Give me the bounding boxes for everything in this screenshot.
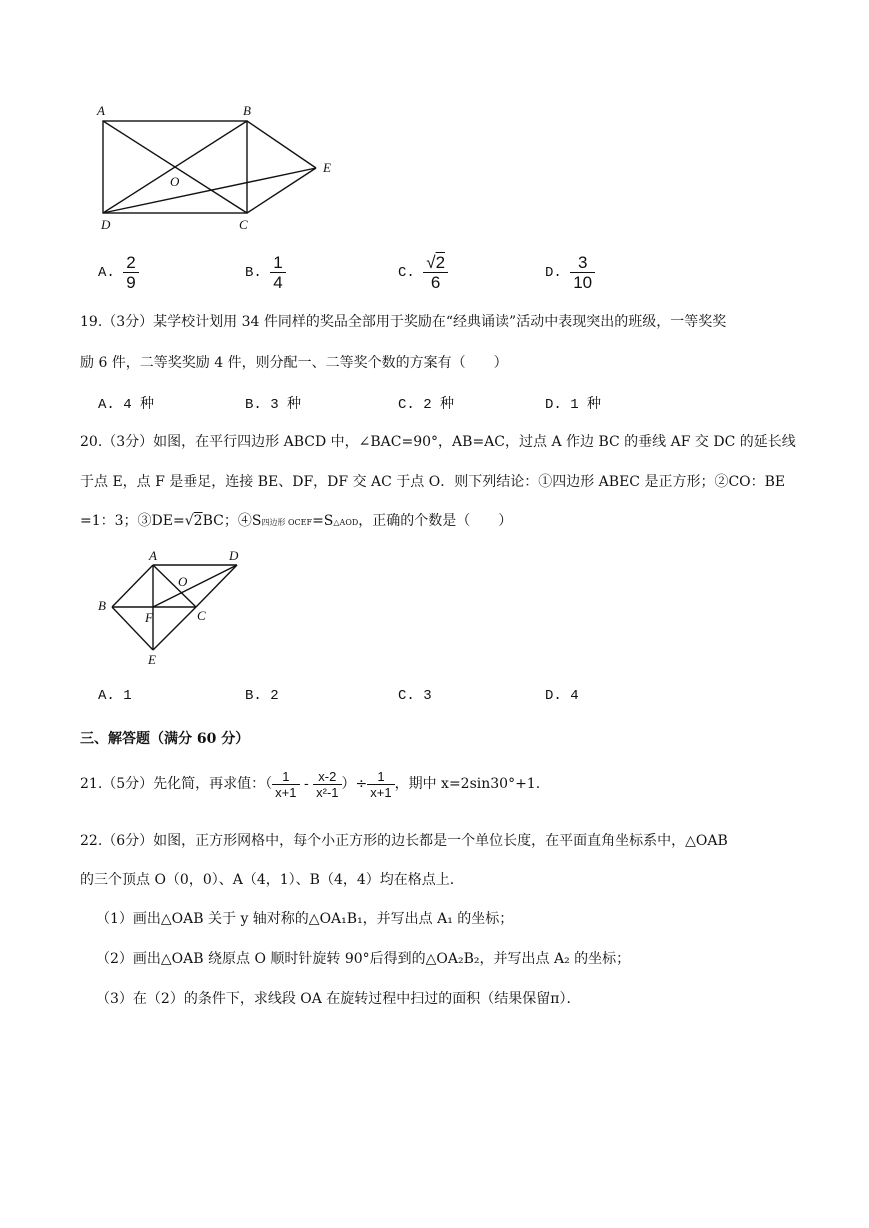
q20-option-a[interactable]: A. 1 [98, 688, 132, 704]
label-e: E [323, 160, 331, 175]
q19-option-d[interactable]: D. 1 种 [545, 397, 602, 413]
label-b: B [98, 598, 106, 613]
option-a[interactable]: A. $\frac{2}{9}$ [98, 253, 139, 292]
q20-option-c[interactable]: C. 3 [398, 688, 432, 704]
q22-line3: （1）画出△OAB 关于 y 轴对称的△OA₁B₁，并写出点 A₁ 的坐标； [96, 911, 514, 927]
q19-option-a[interactable]: A. 4 种 [98, 397, 155, 413]
fraction: $\frac{√2}{6}$ [423, 253, 448, 292]
q20-line2: 于点 E，点 F 是垂足，连接 BE、DF，DF 交 AC 于点 O．则下列结论：①四边形 ABEC 是正方形；②CO：BE [80, 474, 786, 490]
section-heading: 三、解答题（满分 60 分） [80, 731, 250, 747]
fraction: $\frac{1}{4}$ [270, 253, 285, 292]
option-c[interactable]: C. $\frac{√2}{6}$ [398, 253, 448, 292]
q21-line: 21.（5分）先化简，再求值：（ $\frac{1}{x+1}$ - $\frac{x-2}{\text{x²-1}}$ ）÷ $\frac{1}{x+1}$ ，期中 x=2sin30°+1. [80, 768, 541, 800]
q22-line2: 的三个顶点 O（0，0）、A（4，1）、B（4，4）均在格点上． [80, 872, 464, 888]
fraction: $\frac{x-2}{\text{x²-1}}$ [313, 769, 341, 800]
sqrt-icon: √ [184, 513, 194, 529]
q19-option-b[interactable]: B. 3 种 [245, 397, 302, 413]
parallelogram-figure [92, 546, 262, 671]
label-d: D [101, 217, 111, 232]
label-e: E [148, 652, 156, 667]
label-f: F [145, 610, 153, 625]
label-a: A [97, 103, 105, 118]
q19-option-c[interactable]: C. 2 种 [398, 397, 455, 413]
q22-line1: 22.（6分）如图，正方形网格中，每个小正方形的边长都是一个单位长度，在平面直角坐标系中，△OAB [80, 833, 728, 849]
fraction: $\frac{1}{x+1}$ [367, 769, 394, 800]
fraction: $\frac{2}{9}$ [123, 253, 138, 292]
label-b: B [243, 103, 251, 118]
q20-option-d[interactable]: D. 4 [545, 688, 579, 704]
label-c: C [239, 217, 248, 232]
q20-line1: 20.（3分）如图，在平行四边形 ABCD 中，∠BAC=90°，AB=AC，过点 A 作边 BC 的垂线 AF 交 DC 的延长线 [80, 434, 796, 450]
q22-line5: （3）在（2）的条件下，求线段 OA 在旋转过程中扫过的面积（结果保留π）． [96, 991, 581, 1007]
option-b[interactable]: B. $\frac{1}{4}$ [245, 253, 286, 292]
label-o: O [170, 174, 180, 189]
label-c: C [197, 608, 206, 623]
option-d[interactable]: D. $\frac{3}{10}$ [545, 253, 595, 292]
rectangle-figure [92, 98, 352, 238]
q22-line4: （2）画出△OAB 绕原点 O 顺时针旋转 90°后得到的△OA₂B₂，并写出点 A₂ 的坐标； [96, 951, 631, 967]
fraction: $\frac{3}{10}$ [570, 253, 595, 292]
q20-option-b[interactable]: B. 2 [245, 688, 279, 704]
fraction: $\frac{1}{x+1}$ [272, 769, 299, 800]
label-o: O [178, 574, 188, 589]
label-d: D [229, 548, 239, 563]
label-a: A [149, 548, 157, 563]
q20-line3: =1：3；③DE=√2BC；④S四边形 OCEF=S△AOD，正确的个数是（ ） [80, 513, 513, 529]
sqrt-icon: √ [426, 253, 436, 272]
q19-line1: 19.（3分）某学校计划用 34 件同样的奖品全部用于奖励在“经典诵读”活动中表现突出的班级，一等奖奖 [80, 314, 727, 330]
q19-line2: 励 6 件，二等奖奖励 4 件，则分配一、二等奖个数的方案有（ ） [80, 355, 508, 371]
